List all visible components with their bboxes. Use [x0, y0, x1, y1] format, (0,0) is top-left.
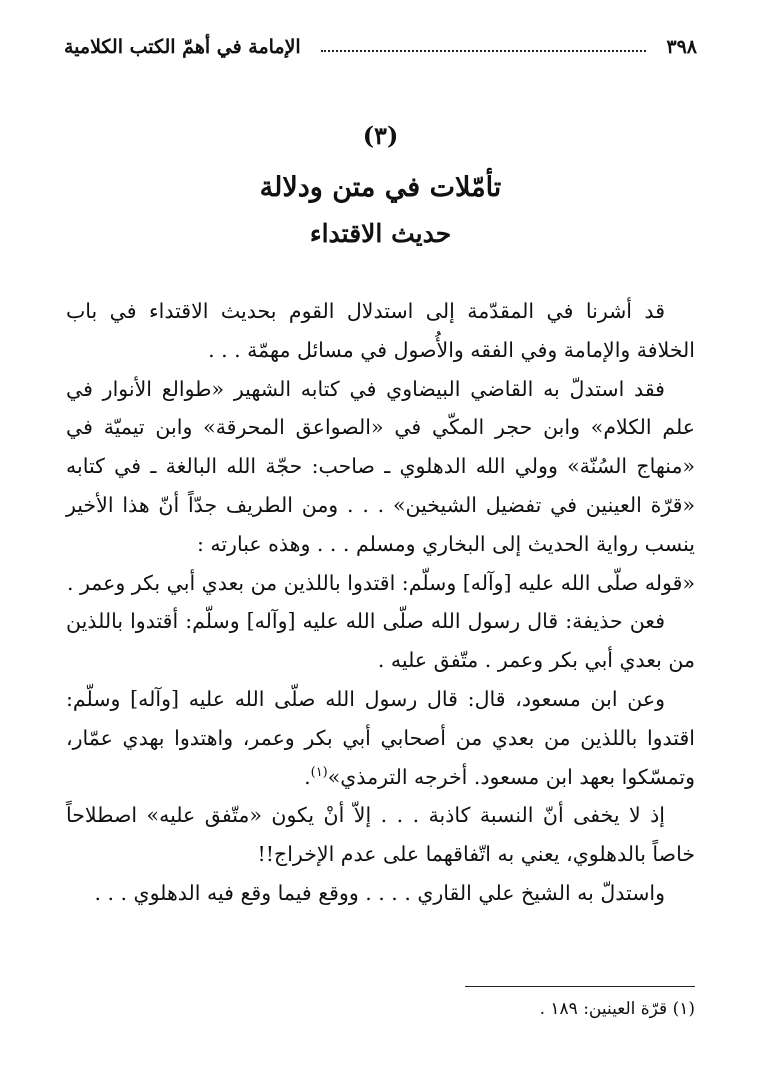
paragraph-quote-start: «قوله صلّى الله عليه [وآله] وسلّم: اقتدوا باللذين من بعدي أبي بكر وعمر .: [66, 570, 695, 595]
chapter-title: تأمّلات في متن ودلالة: [259, 172, 502, 203]
paragraph-citations: فقد استدلّ به القاضي البيضاوي في كتابه الشهير «طوالع الأنوار في علم الكلام» وابن حجر المكّي في «الصواعق المحرقة» وابن تيميّة في «منهاج السُنّة» وولي الله الدهلوي ـ صاحب: حجّة الله البالغة ـ في كتابه «قرّة العينين في تفضيل الشيخين» . . . ومن الطريف جدّاً أنّ هذا الأخير ينسب رواية الحديث إلى البخاري ومسلم . . . وهذه عبارته :: [66, 376, 695, 556]
paragraph-ibn-masud: [66, 680, 695, 796]
ibn-masud-text: وعن ابن مسعود، قال: قال رسول الله صلّى الله عليه [وآله] وسلّم: اقتدوا باللذين من بعدي من أصحابي أبي بكر وعمر، واهتدوا بهدي عمّار، وتمسّكوا بعهد ابن مسعود. أخرجه الترمذي»: [66, 686, 695, 789]
body-text: [66, 292, 695, 913]
page-number: ٣٩٨: [666, 36, 697, 58]
chapter-number: (٣): [362, 121, 399, 150]
running-title: الإمامة في أهمّ الكتب الكلامية: [64, 36, 301, 58]
paragraph-refutation: إذ لا يخفى أنّ النسبة كاذبة . . . إلاّ أنْ يكون «متّفق عليه» اصطلاحاً خاصاً بالدهلوي، يعني به اتّفاقهما على عدم الإخراج!!: [66, 803, 695, 867]
paragraph-hudhayfa: فعن حذيفة: قال رسول الله صلّى الله عليه [وآله] وسلّم: أقتدوا باللذين من بعدي أبي بكر وعمر . متّفق عليه .: [66, 609, 695, 673]
paragraph-qari: واستدلّ به الشيخ علي القاري . . . . ووقع فيما وقع فيه الدهلوي . . .: [94, 880, 665, 905]
chapter-subtitle: حديث الاقتداء: [309, 219, 452, 248]
running-head: [64, 32, 697, 62]
footnote: (١) قرّة العينين: ١٨٩ .: [539, 999, 695, 1019]
dot-leader: [321, 50, 647, 52]
footnote-rule: [465, 986, 695, 987]
chapter-headings: [64, 118, 697, 254]
paragraph-intro: قد أشرنا في المقدّمة إلى استدلال القوم بحديث الاقتداء في باب الخلافة والإمامة وفي الفقه والأُصول في مسائل مهمّة . . .: [66, 299, 695, 362]
footnote-marker: (١): [310, 764, 328, 780]
closing-period: .: [304, 764, 311, 789]
